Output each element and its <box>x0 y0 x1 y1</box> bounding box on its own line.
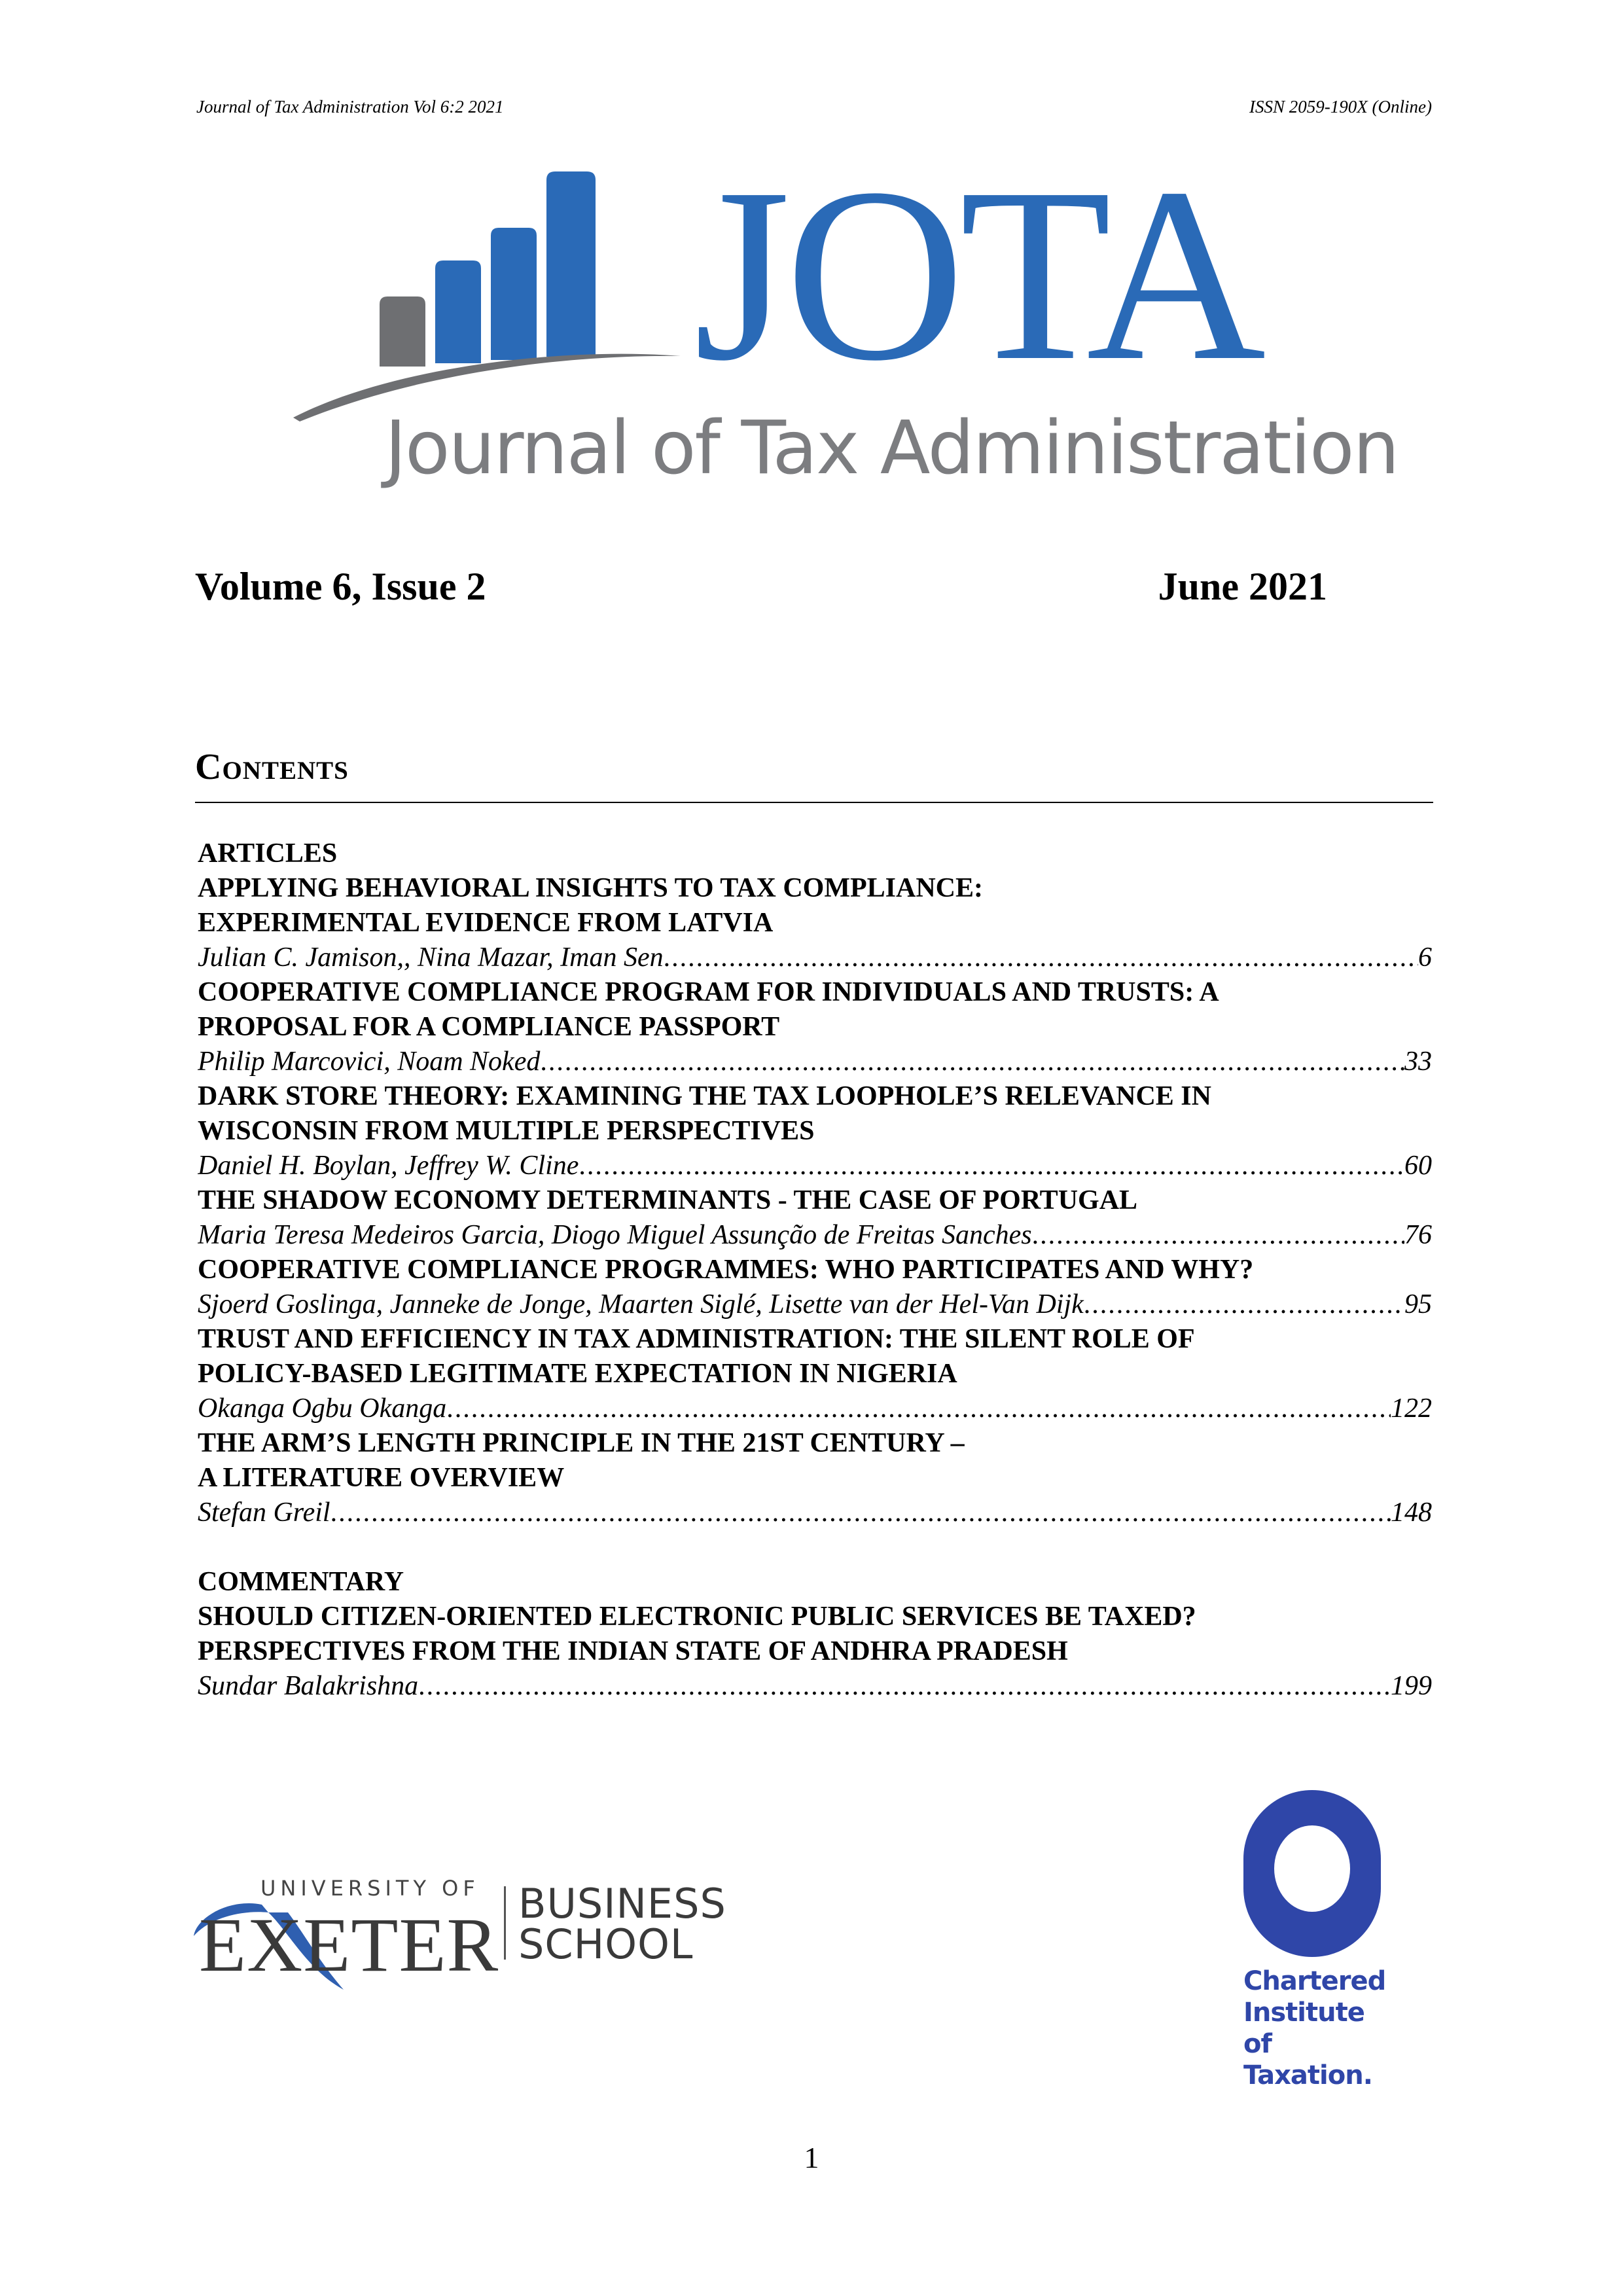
article-page: 148 <box>1391 1498 1432 1528</box>
article-title: COOPERATIVE COMPLIANCE PROGRAM FOR INDIVIDUALS AND TRUSTS: A <box>198 977 1219 1007</box>
exeter-university-of: UNIVERSITY OF <box>260 1876 480 1901</box>
exeter-business-school <box>518 1880 726 1968</box>
article-page: 122 <box>1391 1393 1432 1424</box>
chartered-institute-of-taxation-logo <box>1230 1790 1394 2090</box>
cit-line-3: Taxation. <box>1243 2060 1372 2090</box>
dot-leader <box>1084 1287 1404 1322</box>
article-authors: Okanga Ogbu Okanga <box>198 1393 447 1424</box>
article-author-line <box>198 1149 1432 1183</box>
cit-line-2: Institute of <box>1243 1998 1364 2059</box>
dot-leader <box>418 1669 1391 1704</box>
article-author-line <box>198 1496 1432 1530</box>
article-author-line <box>198 941 1432 975</box>
exeter-divider <box>504 1886 506 1960</box>
article-authors: Sjoerd Goslinga, Janneke de Jonge, Maarten Siglé, Lisette van der Hel-Van Dijk <box>198 1289 1084 1319</box>
article-author-line <box>198 1287 1432 1322</box>
page-number: 1 <box>804 2141 819 2174</box>
article-authors: Stefan Greil <box>198 1498 330 1528</box>
article-title: WISCONSIN FROM MULTIPLE PERSPECTIVES <box>198 1116 815 1146</box>
dot-leader <box>330 1496 1391 1530</box>
article-authors: Philip Marcovici, Noam Noked <box>198 1047 541 1077</box>
exeter-business: BUSINESS <box>518 1880 726 1928</box>
contents-heading: Contents <box>195 747 349 787</box>
article-authors: Julian C. Jamison,, Nina Mazar, Iman Sen <box>198 942 664 973</box>
exeter-school: SCHOOL <box>518 1920 694 1968</box>
exeter-wordmark: EXETER <box>199 1902 499 1988</box>
jota-wordmark: JOTA <box>694 137 1261 412</box>
jota-logo <box>288 137 1399 497</box>
dot-leader <box>579 1149 1404 1183</box>
issue-date: June 2021 <box>1158 565 1327 608</box>
article-title: COOPERATIVE COMPLIANCE PROGRAMMES: WHO PARTICIPATES AND WHY? <box>198 1255 1254 1285</box>
article-title: TRUST AND EFFICIENCY IN TAX ADMINISTRATION: THE SILENT ROLE OF <box>198 1324 1195 1354</box>
section-gap <box>198 1530 1432 1565</box>
section-heading: COMMENTARY <box>198 1567 404 1597</box>
article-title: DARK STORE THEORY: EXAMINING THE TAX LOOPHOLE’S RELEVANCE IN <box>198 1081 1211 1111</box>
article-title: THE ARM’S LENGTH PRINCIPLE IN THE 21ST CENTURY – <box>198 1428 965 1458</box>
running-header <box>196 97 1432 123</box>
dot-leader <box>446 1391 1391 1426</box>
article-title: A LITERATURE OVERVIEW <box>198 1463 565 1493</box>
article-title: THE SHADOW ECONOMY DETERMINANTS - THE CASE OF PORTUGAL <box>198 1185 1138 1215</box>
article-page: 95 <box>1404 1289 1432 1319</box>
article-authors: Maria Teresa Medeiros Garcia, Diogo Miguel Assunção de Freitas Sanches <box>198 1220 1032 1250</box>
article-authors: Daniel H. Boylan, Jeffrey W. Cline <box>198 1151 579 1181</box>
article-title: EXPERIMENTAL EVIDENCE FROM LATVIA <box>198 908 774 938</box>
volume-line <box>195 564 1327 617</box>
article-title: PROPOSAL FOR A COMPLIANCE PASSPORT <box>198 1012 780 1042</box>
contents-rule <box>195 802 1433 803</box>
article-title: POLICY-BASED LEGITIMATE EXPECTATION IN NIGERIA <box>198 1359 957 1389</box>
article-authors: Sundar Balakrishna <box>198 1671 419 1701</box>
dot-leader <box>1032 1218 1404 1253</box>
article-page: 60 <box>1404 1151 1432 1181</box>
article-title: SHOULD CITIZEN-ORIENTED ELECTRONIC PUBLIC SERVICES BE TAXED? <box>198 1602 1196 1632</box>
running-header-journal: Journal of Tax Administration Vol 6:2 2021 <box>196 97 504 117</box>
article-author-line <box>198 1391 1432 1426</box>
article-page: 33 <box>1404 1047 1432 1077</box>
article-title: APPLYING BEHAVIORAL INSIGHTS TO TAX COMPLIANCE: <box>198 873 983 903</box>
exeter-business-school-logo <box>190 1872 726 2003</box>
cit-line-1: Chartered <box>1243 1966 1386 1996</box>
article-author-line <box>198 1045 1432 1079</box>
article-title: PERSPECTIVES FROM THE INDIAN STATE OF ANDHRA PRADESH <box>198 1636 1068 1666</box>
article-author-line <box>198 1669 1432 1704</box>
dot-leader <box>540 1045 1404 1079</box>
article-author-line <box>198 1218 1432 1253</box>
running-header-issn: ISSN 2059-190X (Online) <box>1249 97 1432 117</box>
article-page: 6 <box>1418 942 1432 973</box>
article-page: 199 <box>1391 1671 1432 1701</box>
jota-subtitle: Journal of Tax Administration <box>385 406 1399 491</box>
table-of-contents <box>198 836 1432 1704</box>
section-heading: ARTICLES <box>198 838 338 869</box>
dot-leader <box>664 941 1418 975</box>
article-page: 76 <box>1404 1220 1432 1250</box>
volume-issue: Volume 6, Issue 2 <box>195 565 486 608</box>
cit-wordmark <box>1243 1965 1394 2091</box>
cit-ring-icon <box>1243 1790 1381 1960</box>
